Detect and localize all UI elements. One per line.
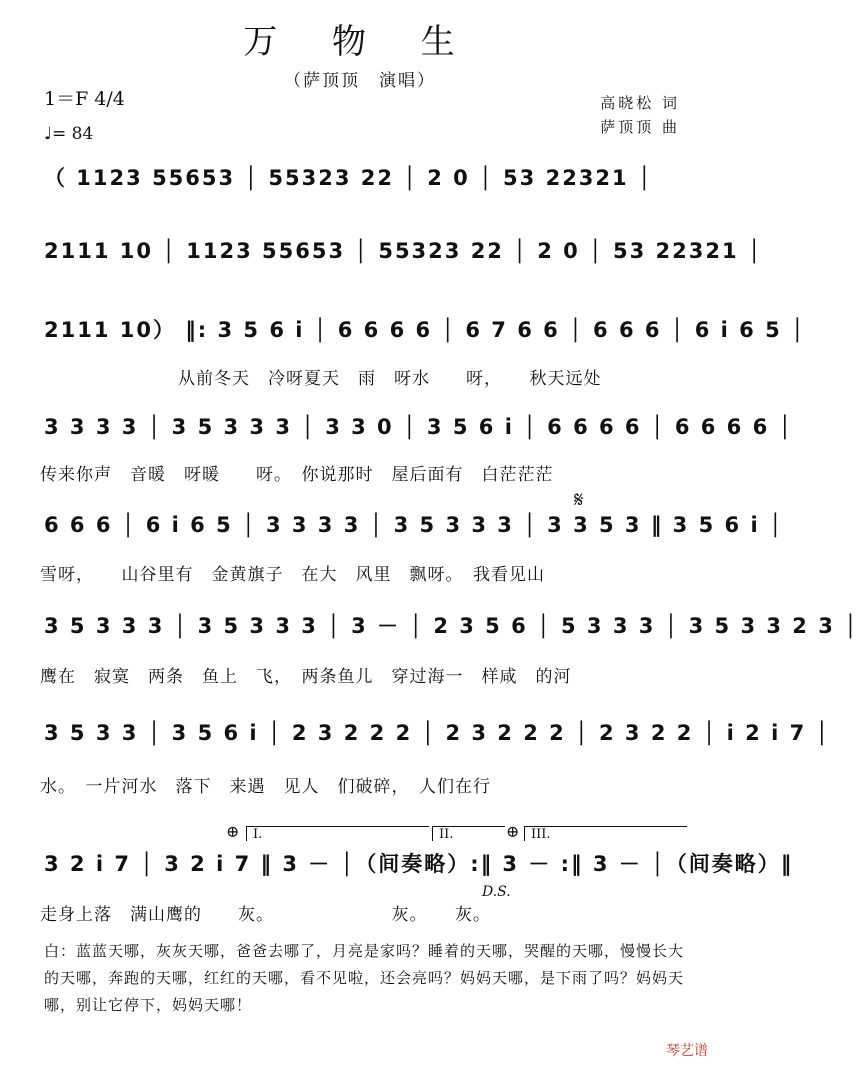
volta-bracket-1: I. xyxy=(246,826,429,841)
lyric-line: 鹰在 寂寞 两条 鱼上 飞， 两条鱼儿 穿过海一 样咸 的河 xyxy=(40,667,572,687)
lyricist-credit: 高晓松 词 xyxy=(600,94,680,112)
volta-bracket-3: III. xyxy=(524,826,687,841)
dal-segno-mark: D.S. xyxy=(482,884,511,900)
coda-mark-1: ⊕ xyxy=(226,822,240,841)
score-row-4 xyxy=(30,412,794,452)
lyric-line: 水。 一片河水 落下 来遇 见人 们破碎， 人们在行 xyxy=(40,777,491,797)
notation-line: （ 1123 55653 │ 55323 22 │ 2 0 │ 53 22321 │ xyxy=(44,166,653,190)
segno-mark: 𝄋 xyxy=(574,488,584,513)
notation-line: 3 5 3 3 3 │ 3 5 3 3 3 │ 3 － │ 2 3 5 6 │ 5 3 3 3 │ 3 5 3 3 2 3 │ xyxy=(44,614,859,638)
spoken-label: 白： xyxy=(44,942,77,960)
score-row-7 xyxy=(30,718,831,758)
performer-subtitle: （萨顶顶 演唱） xyxy=(284,71,436,91)
composer-credit: 萨顶顶 曲 xyxy=(600,118,680,136)
volta-bracket-2: II. xyxy=(432,826,505,841)
score-row-1 xyxy=(30,162,692,202)
lyric-line: 从前冬天 冷呀夏天 雨 呀水 呀， 秋天远处 xyxy=(178,369,602,389)
notation-line: 3 3 3 3 │ 3 5 3 3 3 │ 3 3 0 │ 3 5 6 i │ 6 6 6 6 │ 6 6 6 6 │ xyxy=(44,415,794,439)
spoken-content: 蓝蓝天哪，灰灰天哪，爸爸去哪了，月亮是家吗？睡着的天哪，哭醒的天哪，慢慢长大的天哪，奔跑的天哪，红红的天哪，看不见啦，还会亮吗？妈妈天哪，是下雨了吗？妈妈天哪，别让它停下，妈妈天哪！ xyxy=(44,942,685,1014)
notation-line: 6 6 6 │ 6 i 6 5 │ 3 3 3 3 │ 3 5 3 3 3 │ 3 3 5 3 ‖ 3 5 6 i │ xyxy=(44,513,784,537)
notation-line: 2111 10） ‖: 3 5 6 i │ 6 6 6 6 │ 6 7 6 6 │ 6 6 6 │ 6 i 6 5 │ xyxy=(44,318,806,342)
watermark-logo: 琴艺谱 xyxy=(666,1043,708,1059)
song-title: 万 物 生 xyxy=(243,22,477,62)
score-row-6 xyxy=(30,610,859,650)
key-signature: 1＝F 4/4 xyxy=(44,88,125,110)
notation-line: 2111 10 │ 1123 55653 │ 55323 22 │ 2 0 │ 53 22321 │ xyxy=(44,239,763,263)
score-row-3 xyxy=(30,314,806,354)
score-row-8 xyxy=(30,848,794,888)
coda-mark-2: ⊕ xyxy=(506,822,520,841)
score-row-2 xyxy=(30,236,763,276)
spoken-text xyxy=(44,938,694,1019)
lyric-line: 雪呀， 山谷里有 金黄旗子 在大 风里 飘呀。 我看见山 xyxy=(40,565,545,585)
score-row-5 xyxy=(30,510,784,550)
lyric-line: 传来你声 音暖 呀暖 呀。 你说那时 屋后面有 白茫茫茫 xyxy=(40,465,554,485)
lyric-line: 走身上落 满山鹰的 灰。 灰。 灰。 xyxy=(40,905,491,925)
tempo-marking: ♩= 84 xyxy=(44,124,94,144)
notation-line: 3 2 i 7 │ 3 2 i 7 ‖ 3 － │（间奏略）:‖ 3 － :‖ 3 － │（间奏略）‖ xyxy=(44,852,794,876)
notation-line: 3 5 3 3 │ 3 5 6 i │ 2 3 2 2 2 │ 2 3 2 2 2 │ 2 3 2 2 │ i 2 i 7 │ xyxy=(44,721,831,745)
